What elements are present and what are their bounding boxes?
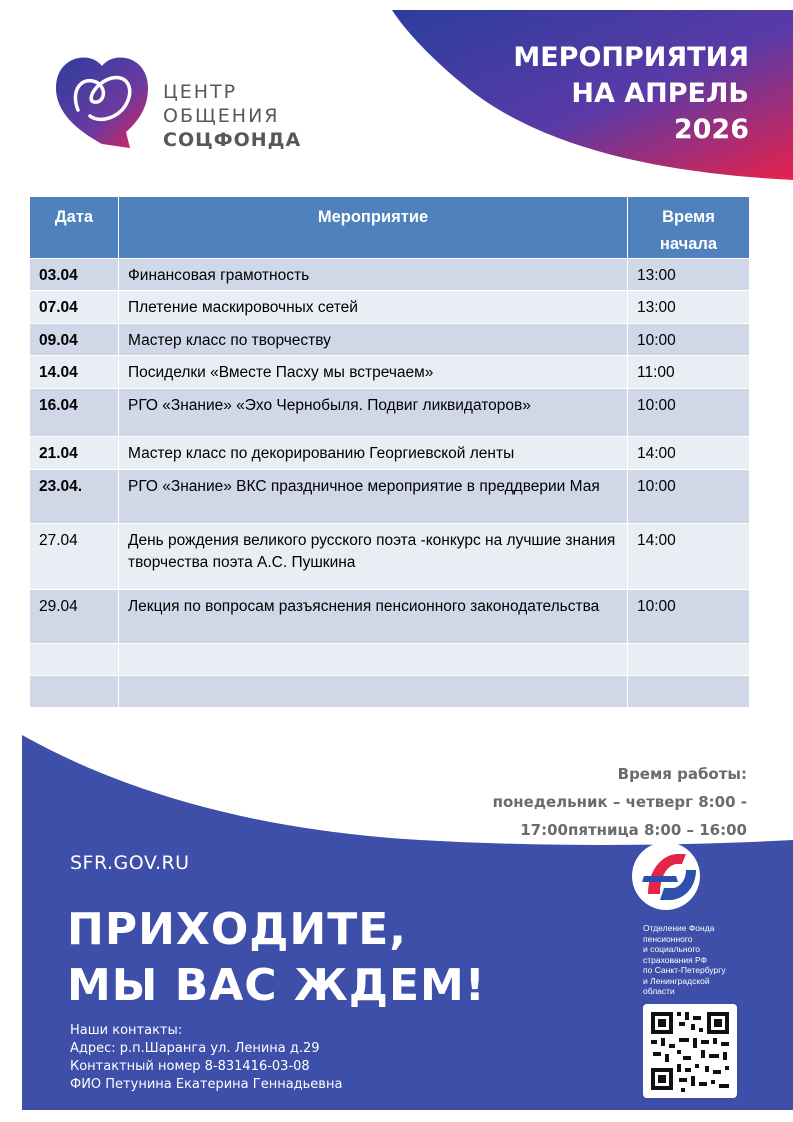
title-line: МЕРОПРИЯТИЯ (513, 42, 749, 73)
title-line: 2026 (673, 114, 749, 145)
date-cell: 09.04 (30, 324, 119, 356)
table-row (30, 524, 750, 590)
time-cell: 13:00 (628, 259, 750, 291)
time-cell (628, 644, 750, 676)
table-row (30, 389, 750, 437)
table-row (30, 437, 750, 470)
time-cell: 14:00 (628, 524, 750, 590)
website-link[interactable]: SFR.GOV.RU (70, 852, 190, 874)
org-line: Отделение Фонда (643, 923, 715, 933)
event-cell: Финансовая грамотность (119, 259, 628, 291)
working-hours (387, 760, 747, 844)
org-line: страхования РФ (643, 954, 708, 965)
event-cell: Плетение маскировочных сетей (119, 291, 628, 324)
time-cell: 14:00 (628, 437, 750, 470)
table-row (30, 291, 750, 324)
event-cell: Мастер класс по творчеству (119, 324, 628, 356)
date-cell: 07.04 (30, 291, 119, 324)
org-line: по Санкт-Петербургу (643, 965, 726, 975)
event-cell: РГО «Знание» «Эхо Чернобыля. Подвиг ликвидаторов» (119, 389, 628, 437)
date-cell: 29.04 (30, 590, 119, 644)
logo-text (163, 80, 363, 152)
time-cell: 10:00 (628, 470, 750, 524)
event-cell: День рождения великого русского поэта -конкурс на лучшие знания творчества поэта А.С. Пушкина (119, 524, 628, 590)
table-row (30, 590, 750, 644)
events-table (29, 196, 750, 708)
time-cell: 10:00 (628, 389, 750, 437)
time-cell: 13:00 (628, 291, 750, 324)
org-line: области (643, 986, 675, 996)
event-cell: Посиделки «Вместе Пасху мы встречаем» (119, 356, 628, 389)
contacts-line: ФИО Петунина Екатерина Геннадьевна (70, 1077, 343, 1092)
table-row (30, 676, 750, 708)
date-cell: 23.04. (30, 470, 119, 524)
sfr-logo-icon (630, 838, 702, 918)
contacts-line: Контактный номер 8-831416-03-08 (70, 1059, 310, 1074)
date-cell: 03.04 (30, 259, 119, 291)
table-header-row (30, 197, 750, 259)
event-cell: Лекция по вопросам разъяснения пенсионного законодательства (119, 590, 628, 644)
table-row (30, 324, 750, 356)
contacts-line: Адрес: р.п.Шаранга ул. Ленина д.29 (70, 1041, 320, 1056)
time-cell: 11:00 (628, 356, 750, 389)
page-title (409, 40, 749, 148)
hours-line: понедельник – четверг 8:00 - (492, 793, 747, 811)
date-cell: 14.04 (30, 356, 119, 389)
org-line: пенсионного (643, 933, 693, 944)
table-row (30, 356, 750, 389)
date-cell: 27.04 (30, 524, 119, 590)
contacts-line: Наши контакты: (70, 1023, 183, 1038)
date-cell (30, 644, 119, 676)
heart-logo-icon (52, 52, 152, 152)
time-cell (628, 676, 750, 708)
contacts (70, 1022, 342, 1094)
hours-line: Время работы: (617, 765, 747, 783)
org-line: и социального (643, 944, 700, 954)
table-row (30, 259, 750, 291)
event-cell: РГО «Знание» ВКС праздничное мероприятие в преддверии Мая (119, 470, 628, 524)
column-header-event: Мероприятие (119, 197, 628, 259)
logo-line: ОБЩЕНИЯ (163, 105, 280, 127)
date-cell (30, 676, 119, 708)
org-line: и Ленинградской (643, 975, 710, 986)
table-row (30, 470, 750, 524)
slogan (67, 902, 486, 1014)
event-cell: Мастер класс по декорированию Георгиевской ленты (119, 437, 628, 470)
column-header-date: Дата (30, 197, 119, 259)
date-cell: 21.04 (30, 437, 119, 470)
title-line: НА АПРЕЛЬ (571, 78, 749, 109)
qr-code-icon[interactable] (643, 1004, 737, 1098)
event-cell (119, 644, 628, 676)
time-cell: 10:00 (628, 324, 750, 356)
table-row (30, 644, 750, 676)
date-cell: 16.04 (30, 389, 119, 437)
slogan-line: МЫ ВАС ЖДЕМ! (67, 960, 486, 1011)
slogan-line: ПРИХОДИТЕ, (67, 904, 408, 955)
time-cell: 10:00 (628, 590, 750, 644)
logo-line: СОЦФОНДА (163, 129, 302, 151)
column-header-time: Время начала (628, 197, 750, 259)
event-cell (119, 676, 628, 708)
hours-line: 17:00пятница 8:00 – 16:00 (520, 821, 747, 839)
org-name (643, 923, 753, 997)
logo-line: ЦЕНТР (163, 81, 238, 103)
